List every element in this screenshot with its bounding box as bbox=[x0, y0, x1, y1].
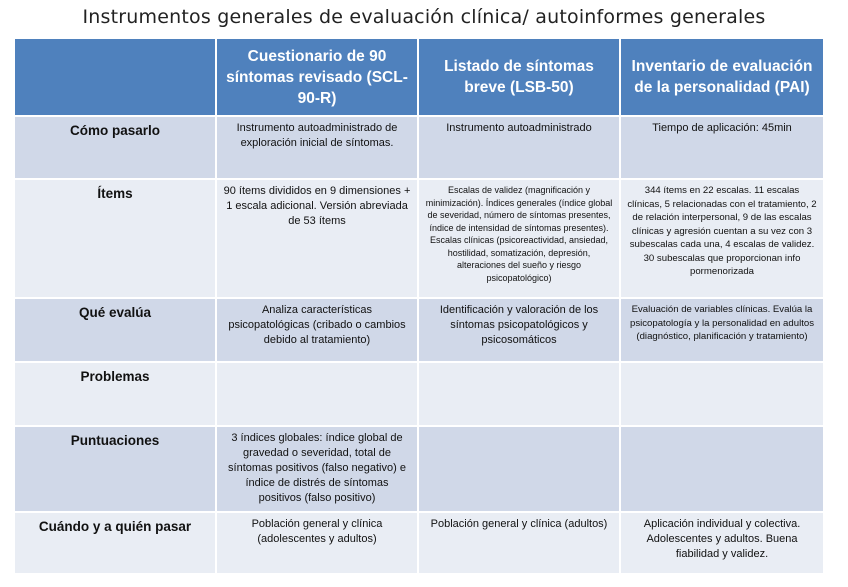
row-label: Puntuaciones bbox=[15, 427, 215, 511]
table-cell: Evaluación de variables clínicas. Evalúa la psicopatología y la personalidad en adultos (diagnóstico, planificación y tratamiento) bbox=[621, 299, 823, 361]
row-label: Cómo pasarlo bbox=[15, 117, 215, 178]
table-cell: Población general y clínica (adultos) bbox=[419, 513, 619, 573]
comparison-table bbox=[13, 37, 825, 575]
table-cell bbox=[217, 363, 417, 425]
table-cell: 90 ítems divididos en 9 dimensiones + 1 escala adicional. Versión abreviada de 53 ítems bbox=[217, 180, 417, 297]
table-cell bbox=[419, 363, 619, 425]
table-row bbox=[15, 427, 823, 511]
table-row bbox=[15, 180, 823, 297]
table-cell: Analiza características psicopatológicas (cribado o cambios debido al tratamiento) bbox=[217, 299, 417, 361]
table-cell: 3 índices globales: índice global de gravedad o severidad, total de síntomas positivos (falso negativo) e índice de distrés de síntomas positivos (falso positivo) bbox=[217, 427, 417, 511]
table-row bbox=[15, 117, 823, 178]
header-row bbox=[15, 39, 823, 115]
table-row bbox=[15, 363, 823, 425]
table-cell: 344 ítems en 22 escalas. 11 escalas clínicas, 5 relacionadas con el tratamiento, 2 de relación interpersonal, 9 de las escalas clínicas y agresión cuentan a su vez con 3 subescalas cada una, 4 escalas de validez. 30 subescalas que proporcionan info pormenorizada bbox=[621, 180, 823, 297]
table-cell bbox=[419, 427, 619, 511]
table-row bbox=[15, 299, 823, 361]
row-label: Qué evalúa bbox=[15, 299, 215, 361]
table-cell: Población general y clínica (adolescentes y adultos) bbox=[217, 513, 417, 573]
header-lsb50: Listado de síntomas breve (LSB-50) bbox=[419, 39, 619, 115]
page-title: Instrumentos generales de evaluación clínica/ autoinformes generales bbox=[82, 6, 766, 28]
header-pai: Inventario de evaluación de la personalidad (PAI) bbox=[621, 39, 823, 115]
header-corner bbox=[15, 39, 215, 115]
header-scl90r: Cuestionario de 90 síntomas revisado (SCL-90-R) bbox=[217, 39, 417, 115]
table-cell: Instrumento autoadministrado bbox=[419, 117, 619, 178]
row-label: Problemas bbox=[15, 363, 215, 425]
table-cell: Aplicación individual y colectiva. Adolescentes y adultos. Buena fiabilidad y validez. bbox=[621, 513, 823, 573]
row-label: Ítems bbox=[15, 180, 215, 297]
table-cell: Tiempo de aplicación: 45min bbox=[621, 117, 823, 178]
table-cell: Identificación y valoración de los síntomas psicopatológicos y psicosomáticos bbox=[419, 299, 619, 361]
row-label: Cuándo y a quién pasar bbox=[15, 513, 215, 573]
table-row bbox=[15, 513, 823, 573]
table-cell: Escalas de validez (magnificación y minimización). Índices generales (índice global de severidad, número de síntomas presentes, índice de intensidad de síntomas presentes). Escalas clínicas (psicoreactividad, ansiedad, hostilidad, somatización, depresión, alteraciones del sueño y riesgo psicopatológico) bbox=[419, 180, 619, 297]
table-cell bbox=[621, 363, 823, 425]
table-cell bbox=[621, 427, 823, 511]
table-cell: Instrumento autoadministrado de exploración inicial de síntomas. bbox=[217, 117, 417, 178]
